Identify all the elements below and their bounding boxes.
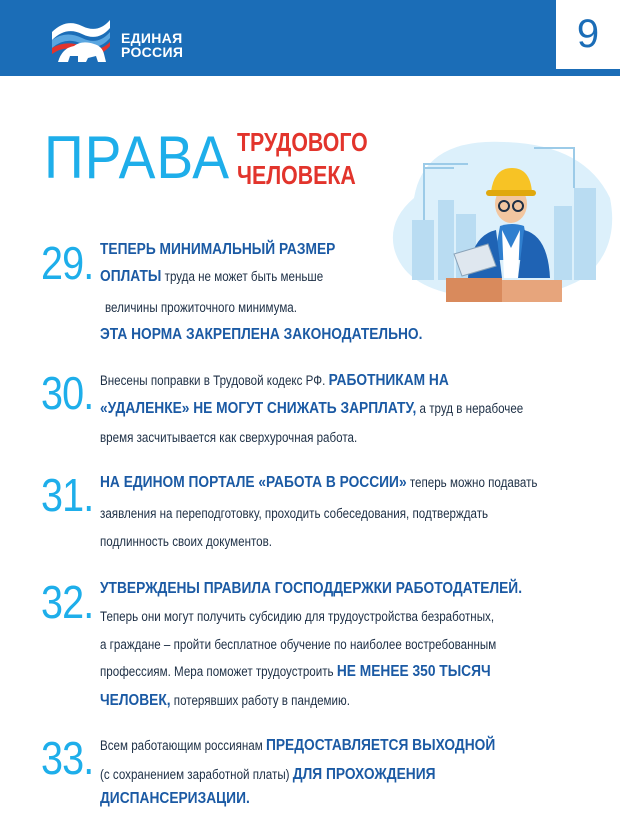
item-text: труда не может быть меньше xyxy=(164,269,324,284)
item-text-bold: ОПЛАТЫ xyxy=(100,268,162,285)
item-text: профессиям. Мера поможет трудоустроить xyxy=(100,664,334,679)
item-text: величины прожиточного минимума. xyxy=(105,300,297,315)
page-title: ПРАВА xyxy=(44,124,231,191)
item-number: 31. xyxy=(41,469,94,521)
item-text: а труд в нерабочее xyxy=(419,401,524,416)
worker-illustration xyxy=(384,128,620,306)
item-text: Всем работающим россиянам xyxy=(100,738,263,753)
item-number: 33. xyxy=(41,732,94,784)
item-text: (с сохранением заработной платы) xyxy=(100,767,290,782)
item-text: а граждане – пройти бесплатное обучение по наиболее востребованным xyxy=(100,637,497,652)
item-text-bold: НЕ МЕНЕЕ 350 ТЫСЯЧ xyxy=(336,663,491,680)
item-text: время засчитывается как сверхурочная работа. xyxy=(100,430,358,445)
item-text-bold: ЧЕЛОВЕК, xyxy=(100,692,171,709)
page-number: 9 xyxy=(556,0,620,69)
item-text-bold: ДЛЯ ПРОХОЖДЕНИЯ xyxy=(292,766,436,783)
item-number: 30. xyxy=(41,367,94,419)
item-text: потерявших работу в пандемию. xyxy=(173,693,350,708)
item-text-bold: ТЕПЕРЬ МИНИМАЛЬНЫЙ РАЗМЕР xyxy=(100,241,336,258)
party-name-line2: РОССИЯ xyxy=(121,44,184,60)
page-subtitle-line1: ТРУДОВОГО xyxy=(237,127,368,157)
party-name-line1: ЕДИНАЯ xyxy=(121,30,183,46)
party-name xyxy=(121,31,183,59)
item-text-bold: ПРЕДОСТАВЛЯЕТСЯ ВЫХОДНОЙ xyxy=(265,737,496,754)
item-text: подлинность своих документов. xyxy=(100,534,273,549)
page-subtitle-line2: ЧЕЛОВЕКА xyxy=(237,160,356,190)
item-text-bold: ЭТА НОРМА ЗАКРЕПЛЕНА ЗАКОНОДАТЕЛЬНО. xyxy=(100,326,423,343)
item-text: Внесены поправки в Трудовой кодекс РФ. xyxy=(100,373,326,388)
item-text-bold: РАБОТНИКАМ НА xyxy=(328,372,449,389)
item-text-bold: НА ЕДИНОМ ПОРТАЛЕ «РАБОТА В РОССИИ» xyxy=(100,474,407,491)
party-logo-bear-flag-icon xyxy=(48,10,114,66)
item-number: 29. xyxy=(41,237,94,289)
item-text-bold: «УДАЛЕНКЕ» НЕ МОГУТ СНИЖАТЬ ЗАРПЛАТУ, xyxy=(100,400,417,417)
page-header xyxy=(0,0,620,76)
page-subtitle xyxy=(237,126,368,192)
item-text: Теперь они могут получить субсидию для трудоустройства безработных, xyxy=(100,609,495,624)
item-text-bold: УТВЕРЖДЕНЫ ПРАВИЛА ГОСПОДДЕРЖКИ РАБОТОДАТЕЛЕЙ. xyxy=(100,580,523,597)
item-text: теперь можно подавать xyxy=(409,475,538,490)
item-text: заявления на переподготовку, проходить собеседования, подтверждать xyxy=(100,506,489,521)
item-number: 32. xyxy=(41,576,94,628)
item-text-bold: ДИСПАНСЕРИЗАЦИИ. xyxy=(100,790,250,807)
